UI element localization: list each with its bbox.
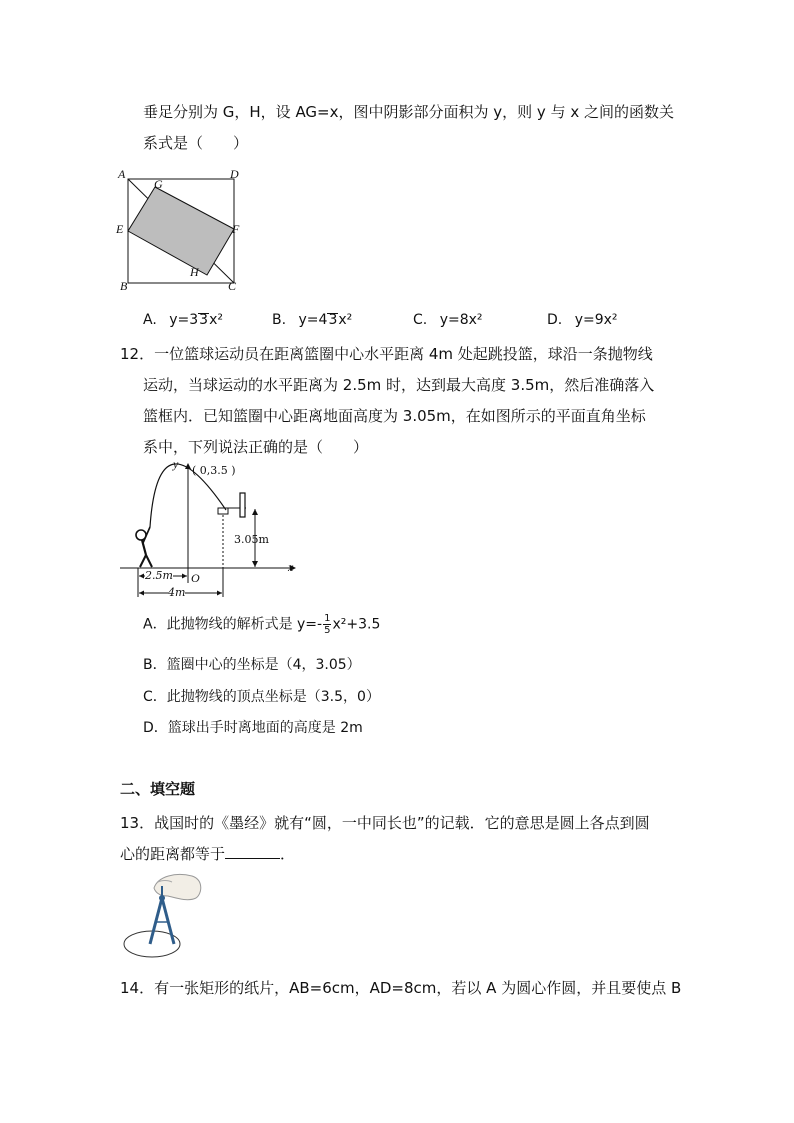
label-G: G bbox=[154, 177, 163, 191]
q12-text-line2: 运动，当球运动的水平距离为 2.5m 时，达到最大高度 3.5m，然后准确落入 bbox=[143, 376, 655, 394]
vertex-label: ( 0,3.5 ) bbox=[192, 464, 236, 477]
q12-option-a-suffix: x²+3.5 bbox=[332, 616, 381, 633]
q12-text-line3: 篮框内．已知篮圈中心距离地面高度为 3.05m，在如图所示的平面直角坐标 bbox=[143, 407, 646, 425]
height-arrow-down bbox=[252, 561, 258, 567]
q11-figure bbox=[112, 165, 252, 295]
q11-option-d-text: y=9x² bbox=[574, 312, 618, 328]
q11-option-d[interactable] bbox=[547, 312, 618, 328]
compass-leg-left bbox=[150, 898, 162, 944]
dim-2-5m-arrow-right bbox=[182, 574, 187, 579]
label-C: C bbox=[228, 279, 237, 293]
q11-option-a-root: 3 bbox=[199, 312, 209, 328]
height-arrow-up bbox=[252, 509, 258, 515]
q14-text-line1: 14．有一张矩形的纸片，AB=6cm，AD=8cm，若以 A 为圆心作圆，并且要使点 B bbox=[120, 979, 682, 997]
q12-option-c[interactable]: C．此抛物线的顶点坐标是（3.5，0） bbox=[143, 689, 380, 705]
q13-text-line2 bbox=[120, 843, 295, 864]
label-D: D bbox=[230, 167, 239, 181]
q12-option-a[interactable] bbox=[143, 613, 380, 636]
q13-text-line2-start: 心的距离都等于 bbox=[120, 845, 226, 863]
dim-4m-arrow-left bbox=[139, 591, 144, 596]
q11-text-line2: 系式是（ ） bbox=[143, 134, 249, 152]
q13-answer-blank[interactable] bbox=[225, 845, 280, 859]
q11-option-d-letter: D. bbox=[547, 312, 563, 328]
compass-leg-right bbox=[162, 898, 174, 944]
q11-option-b-letter: B. bbox=[272, 312, 287, 328]
q11-option-a-prefix: y=3 bbox=[169, 312, 199, 328]
q11-option-b-suffix: x² bbox=[338, 312, 353, 328]
q11-figure-svg bbox=[112, 165, 252, 295]
q13-text-line1: 13．战国时的《墨经》就有“圆，一中同长也”的记载．它的意思是圆上各点到圆 bbox=[120, 814, 650, 832]
q13-compass-illustration bbox=[112, 866, 212, 962]
q11-option-c-text: y=8x² bbox=[439, 312, 483, 328]
q11-option-b[interactable] bbox=[272, 312, 352, 328]
player-leg-right bbox=[146, 555, 152, 567]
label-A: A bbox=[118, 167, 126, 181]
player-leg-left bbox=[140, 555, 146, 567]
fraction-numerator: 1 bbox=[324, 613, 331, 624]
q11-option-a[interactable] bbox=[143, 312, 223, 328]
q11-text-line1: 垂足分别为 G，H，设 AG=x，图中阴影部分面积为 y，则 y 与 x 之间的函数关 bbox=[143, 103, 674, 121]
q12-option-a-prefix: A．此抛物线的解析式是 y=- bbox=[143, 616, 323, 633]
q12-figure-svg bbox=[112, 455, 312, 605]
q11-option-b-root: 3 bbox=[328, 312, 338, 328]
dim-4m-arrow-right bbox=[217, 591, 222, 596]
q11-option-b-prefix: y=4 bbox=[298, 312, 328, 328]
q12-figure bbox=[112, 455, 312, 605]
label-F: F bbox=[232, 222, 240, 236]
q12-option-b[interactable]: B．篮圈中心的坐标是（4，3.05） bbox=[143, 657, 361, 673]
q13-text-line2-end: ． bbox=[280, 845, 296, 863]
section-2-title: 二、填空题 bbox=[120, 780, 196, 798]
q12-option-d[interactable]: D．篮球出手时离地面的高度是 2m bbox=[143, 720, 363, 736]
dim-2-5m-arrow-left bbox=[139, 574, 144, 579]
q12-text-line1: 12．一位篮球运动员在距离篮圈中心水平距离 4m 处起跳投篮，球沿一条抛物线 bbox=[120, 345, 653, 363]
q11-option-a-suffix: x² bbox=[209, 312, 223, 328]
label-B: B bbox=[120, 279, 128, 293]
label-H: H bbox=[190, 265, 199, 279]
q12-text-line4: 系中，下列说法正确的是（ ） bbox=[143, 438, 369, 456]
q11-option-a-letter: A. bbox=[143, 312, 157, 328]
basket-hoop bbox=[218, 508, 228, 514]
backboard bbox=[240, 493, 245, 517]
dist-2-5m-label: 2.5m bbox=[145, 569, 173, 582]
label-E: E bbox=[116, 222, 124, 236]
q11-option-c-letter: C. bbox=[413, 312, 428, 328]
height-label: 3.05m bbox=[234, 533, 269, 546]
shaded-rectangle bbox=[128, 187, 234, 275]
player-arm bbox=[143, 527, 150, 543]
dist-4m-label: 4m bbox=[168, 586, 186, 599]
x-axis-label: x bbox=[288, 560, 294, 574]
y-axis-label: y bbox=[173, 457, 179, 471]
compass-svg bbox=[112, 866, 212, 962]
q12-option-a-fraction bbox=[323, 613, 331, 636]
q11-option-c[interactable] bbox=[413, 312, 483, 328]
fraction-denominator: 5 bbox=[324, 625, 331, 636]
origin-label: O bbox=[191, 571, 200, 585]
